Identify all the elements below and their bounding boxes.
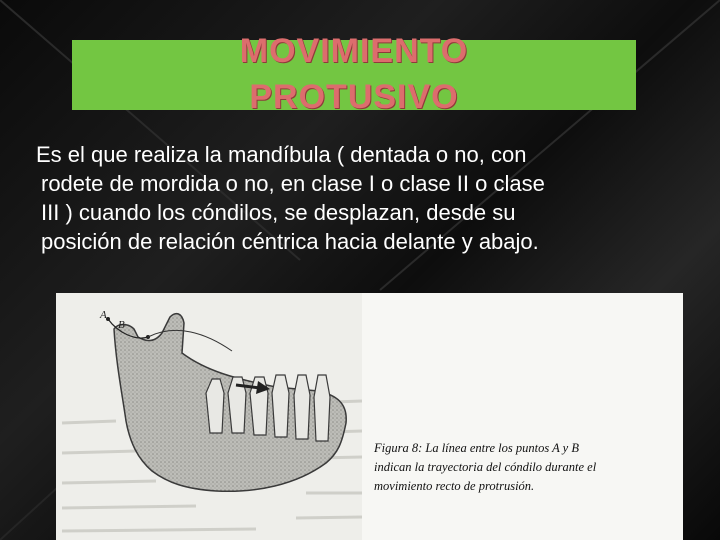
point-b-label: B xyxy=(118,319,125,331)
caption-line-3: movimiento recto de protrusión. xyxy=(374,479,535,493)
slide-body-text xyxy=(36,140,696,256)
caption-line-1: Figura 8: La línea entre los puntos A y B xyxy=(374,441,579,455)
body-line-2: rodete de mordida o no, en clase I o clase II o clase xyxy=(41,171,545,196)
mandible-figure xyxy=(56,293,683,540)
title-line-2: PROTUSIVO xyxy=(249,78,459,116)
caption-line-2: indican la trayectoria del cóndilo durante el xyxy=(374,460,597,474)
title-line-1: MOVIMIENTO xyxy=(239,32,469,70)
body-line-4: posición de relación céntrica hacia delante y abajo. xyxy=(41,229,539,254)
figure-caption xyxy=(374,439,674,496)
protrusion-arrow-icon xyxy=(234,379,274,395)
point-a-label: A xyxy=(100,309,107,321)
slide-title xyxy=(72,28,636,120)
body-line-3: III ) cuando los cóndilos, se desplazan, desde su xyxy=(41,200,516,225)
mandible-illustration xyxy=(56,293,362,540)
body-line-1: Es el que realiza la mandíbula ( dentada o no, con xyxy=(36,142,527,167)
